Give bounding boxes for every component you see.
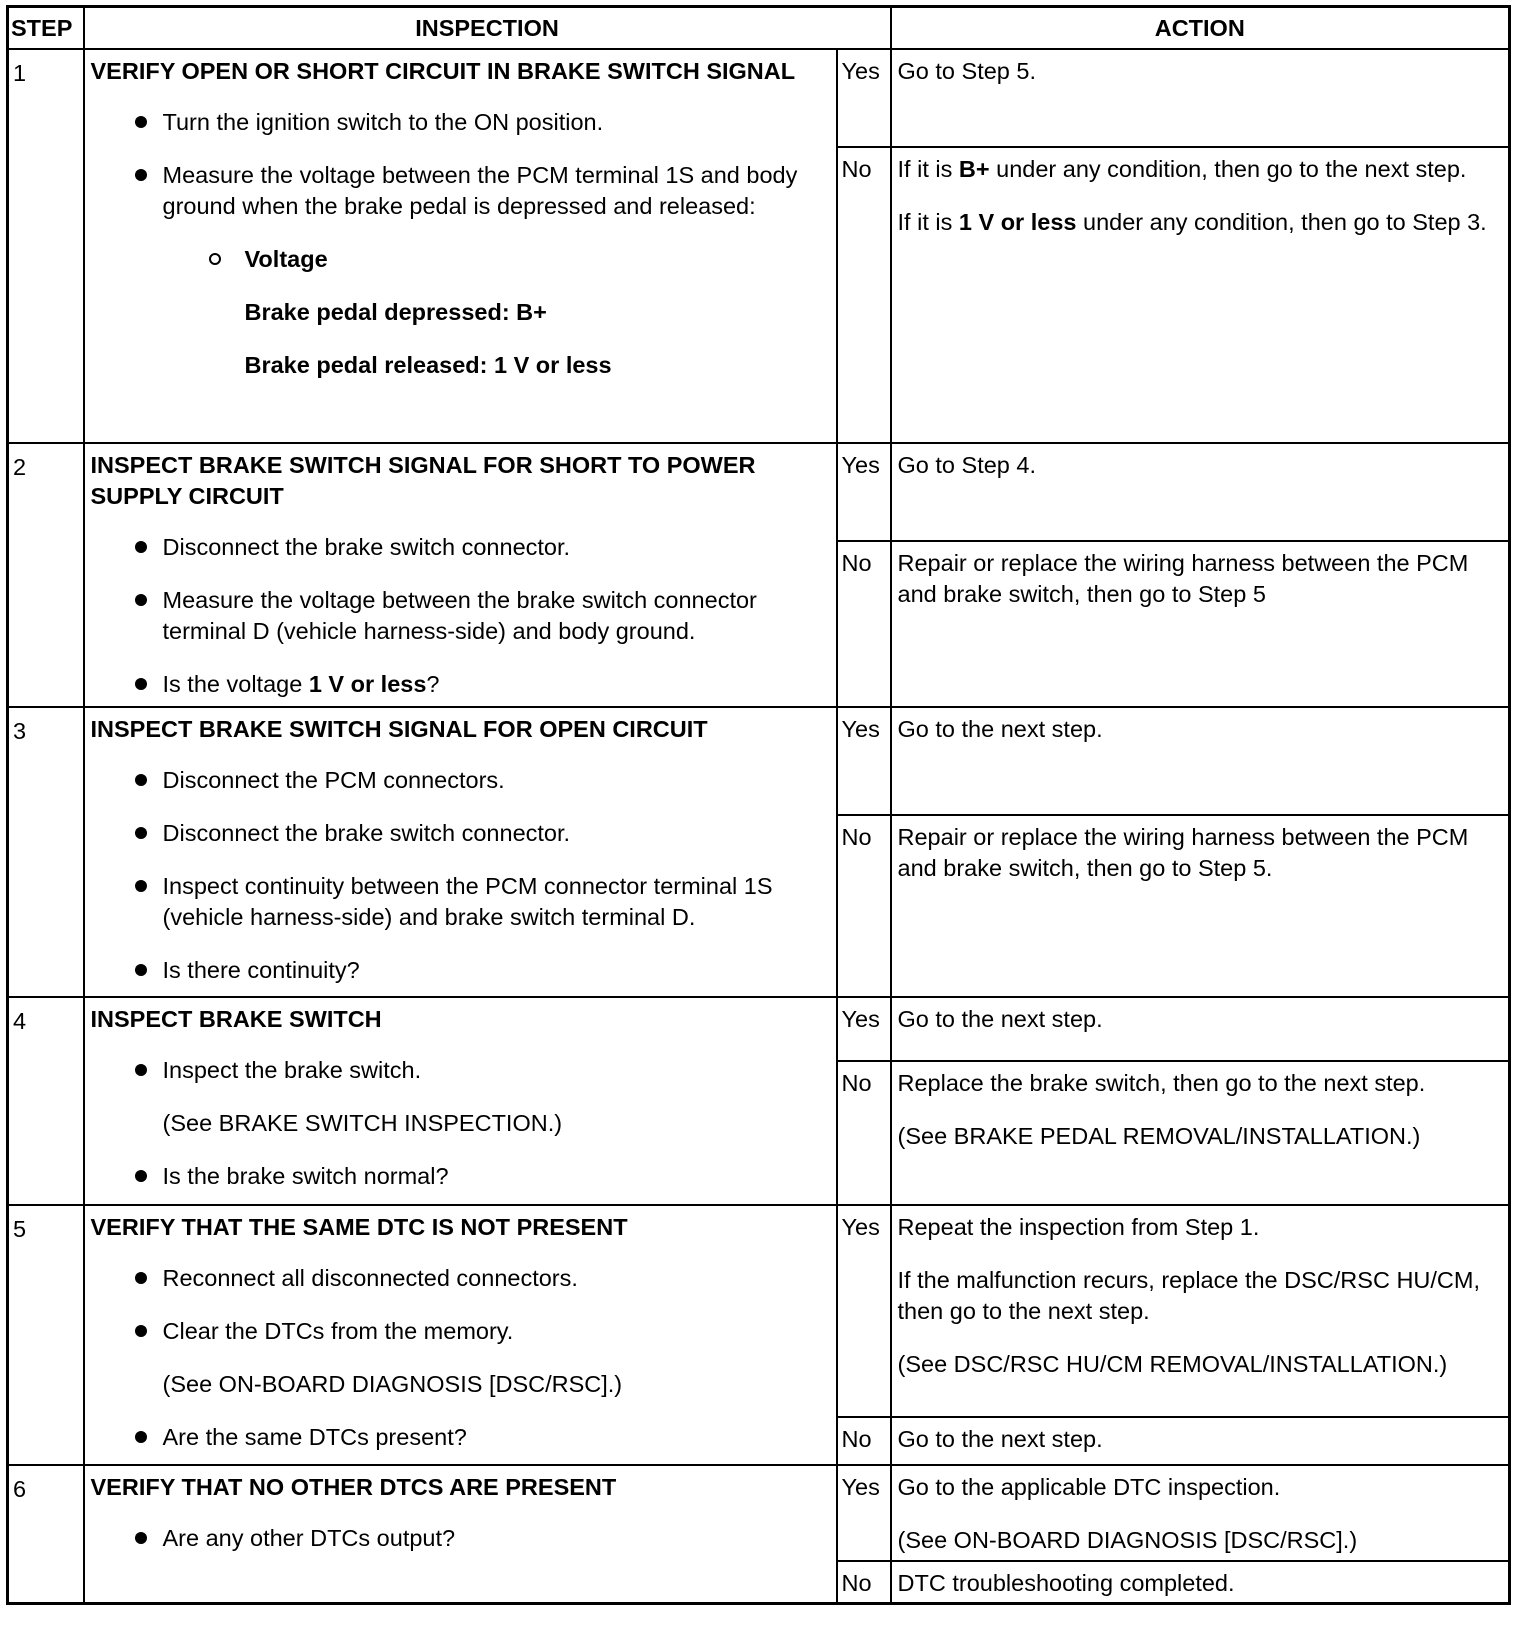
step-row-3-yes — [8, 707, 1510, 815]
header-step: STEP — [8, 7, 84, 50]
action-text: (See DSC/RSC HU/CM REMOVAL/INSTALLATION.) — [897, 1351, 1448, 1377]
inspection-reference: (See ON-BOARD DIAGNOSIS [DSC/RSC].) — [162, 1371, 623, 1397]
no-label: No — [837, 815, 891, 997]
inspection-title: INSPECT BRAKE SWITCH — [90, 1006, 382, 1032]
yes-action — [891, 1205, 1510, 1417]
inspection-bullet: Inspect continuity between the PCM connector terminal 1S (vehicle harness-side) and brake switch terminal D. — [91, 871, 830, 933]
inspection-bullet: Are the same DTCs present? — [91, 1422, 830, 1453]
action-text: Go to the next step. — [897, 716, 1103, 742]
no-action — [891, 815, 1510, 997]
inspection-cell — [84, 997, 837, 1205]
action-text: Go to Step 5. — [897, 58, 1036, 84]
step-number: 4 — [8, 997, 84, 1205]
yes-action — [891, 707, 1510, 815]
no-label: No — [837, 541, 891, 707]
step-number: 1 — [8, 49, 84, 443]
yes-label: Yes — [837, 1205, 891, 1417]
troubleshooting-page — [6, 5, 1508, 1627]
inspection-bullet: Are any other DTCs output? — [91, 1523, 830, 1554]
action-text: If it is B+ under any condition, then go to the next step. — [897, 156, 1467, 182]
action-text: (See ON-BOARD DIAGNOSIS [DSC/RSC].) — [897, 1527, 1358, 1553]
action-text: Go to the next step. — [897, 1426, 1103, 1452]
inspection-bullet: Inspect the brake switch. — [91, 1055, 830, 1086]
inspection-cell — [84, 1465, 837, 1604]
no-action — [891, 1417, 1510, 1465]
inspection-bullet: Is the brake switch normal? — [91, 1161, 830, 1192]
yes-label: Yes — [837, 49, 891, 147]
action-text: Go to the next step. — [897, 1006, 1103, 1032]
yes-action — [891, 997, 1510, 1061]
step-row-5-yes — [8, 1205, 1510, 1417]
no-action — [891, 1561, 1510, 1604]
spec-line: Brake pedal depressed: B+ — [244, 299, 547, 325]
inspection-bullet: Reconnect all disconnected connectors. — [91, 1263, 830, 1294]
inspection-bullet: Measure the voltage between the brake switch connector terminal D (vehicle harness-side) and body ground. — [91, 585, 830, 647]
header-row — [8, 7, 1510, 50]
inspection-subitem: Voltage — [91, 244, 830, 275]
header-action: ACTION — [891, 7, 1510, 50]
inspection-bullet: Is there continuity? — [91, 955, 830, 986]
inspection-cell — [84, 49, 837, 443]
action-text: If the malfunction recurs, replace the DSC/RSC HU/CM, then go to the next step. — [897, 1267, 1480, 1324]
inspection-title: VERIFY OPEN OR SHORT CIRCUIT IN BRAKE SWITCH SIGNAL — [90, 58, 796, 84]
yes-label: Yes — [837, 997, 891, 1061]
no-action — [891, 1061, 1510, 1205]
action-text: Repair or replace the wiring harness between the PCM and brake switch, then go to Step 5. — [897, 824, 1469, 881]
no-label: No — [837, 1417, 891, 1465]
yes-label: Yes — [837, 1465, 891, 1561]
step-number: 5 — [8, 1205, 84, 1465]
inspection-bullet: Disconnect the brake switch connector. — [91, 532, 830, 563]
troubleshooting-table — [6, 5, 1511, 1605]
inspection-title: INSPECT BRAKE SWITCH SIGNAL FOR OPEN CIRCUIT — [90, 716, 708, 742]
action-text: Go to Step 4. — [897, 452, 1036, 478]
yes-label: Yes — [837, 707, 891, 815]
inspection-bullet: Disconnect the PCM connectors. — [91, 765, 830, 796]
spec-line: Brake pedal released: 1 V or less — [244, 352, 612, 378]
action-text: Replace the brake switch, then go to the next step. — [897, 1070, 1426, 1096]
no-action — [891, 147, 1510, 443]
yes-action — [891, 49, 1510, 147]
action-text: Repeat the inspection from Step 1. — [897, 1214, 1260, 1240]
no-label: No — [837, 1561, 891, 1604]
inspection-bullet: Measure the voltage between the PCM terminal 1S and body ground when the brake pedal is depressed and released: — [91, 160, 830, 222]
action-text: Repair or replace the wiring harness between the PCM and brake switch, then go to Step 5 — [897, 550, 1469, 607]
action-text: (See BRAKE PEDAL REMOVAL/INSTALLATION.) — [897, 1123, 1421, 1149]
yes-action — [891, 1465, 1510, 1561]
action-text: DTC troubleshooting completed. — [897, 1570, 1235, 1596]
inspection-cell — [84, 1205, 837, 1465]
inspection-title: VERIFY THAT THE SAME DTC IS NOT PRESENT — [90, 1214, 628, 1240]
inspection-cell — [84, 443, 837, 707]
yes-action — [891, 443, 1510, 541]
step-row-1-yes — [8, 49, 1510, 147]
yes-label: Yes — [837, 443, 891, 541]
step-row-6-yes — [8, 1465, 1510, 1561]
inspection-bullet: Is the voltage 1 V or less? — [91, 669, 830, 700]
inspection-cell — [84, 707, 837, 997]
header-inspection: INSPECTION — [84, 7, 891, 50]
step-number: 3 — [8, 707, 84, 997]
action-text: Go to the applicable DTC inspection. — [897, 1474, 1281, 1500]
inspection-bullet: Turn the ignition switch to the ON position. — [91, 107, 830, 138]
action-text: If it is 1 V or less under any condition, then go to Step 3. — [897, 209, 1487, 235]
inspection-title: VERIFY THAT NO OTHER DTCS ARE PRESENT — [90, 1474, 617, 1500]
no-label: No — [837, 147, 891, 443]
no-label: No — [837, 1061, 891, 1205]
inspection-title: INSPECT BRAKE SWITCH SIGNAL FOR SHORT TO POWER SUPPLY CIRCUIT — [90, 452, 756, 509]
inspection-bullet: Disconnect the brake switch connector. — [91, 818, 830, 849]
step-number: 6 — [8, 1465, 84, 1604]
inspection-bullet: Clear the DTCs from the memory. — [91, 1316, 830, 1347]
step-row-2-yes — [8, 443, 1510, 541]
step-row-4-yes — [8, 997, 1510, 1061]
step-number: 2 — [8, 443, 84, 707]
inspection-reference: (See BRAKE SWITCH INSPECTION.) — [162, 1110, 563, 1136]
no-action — [891, 541, 1510, 707]
